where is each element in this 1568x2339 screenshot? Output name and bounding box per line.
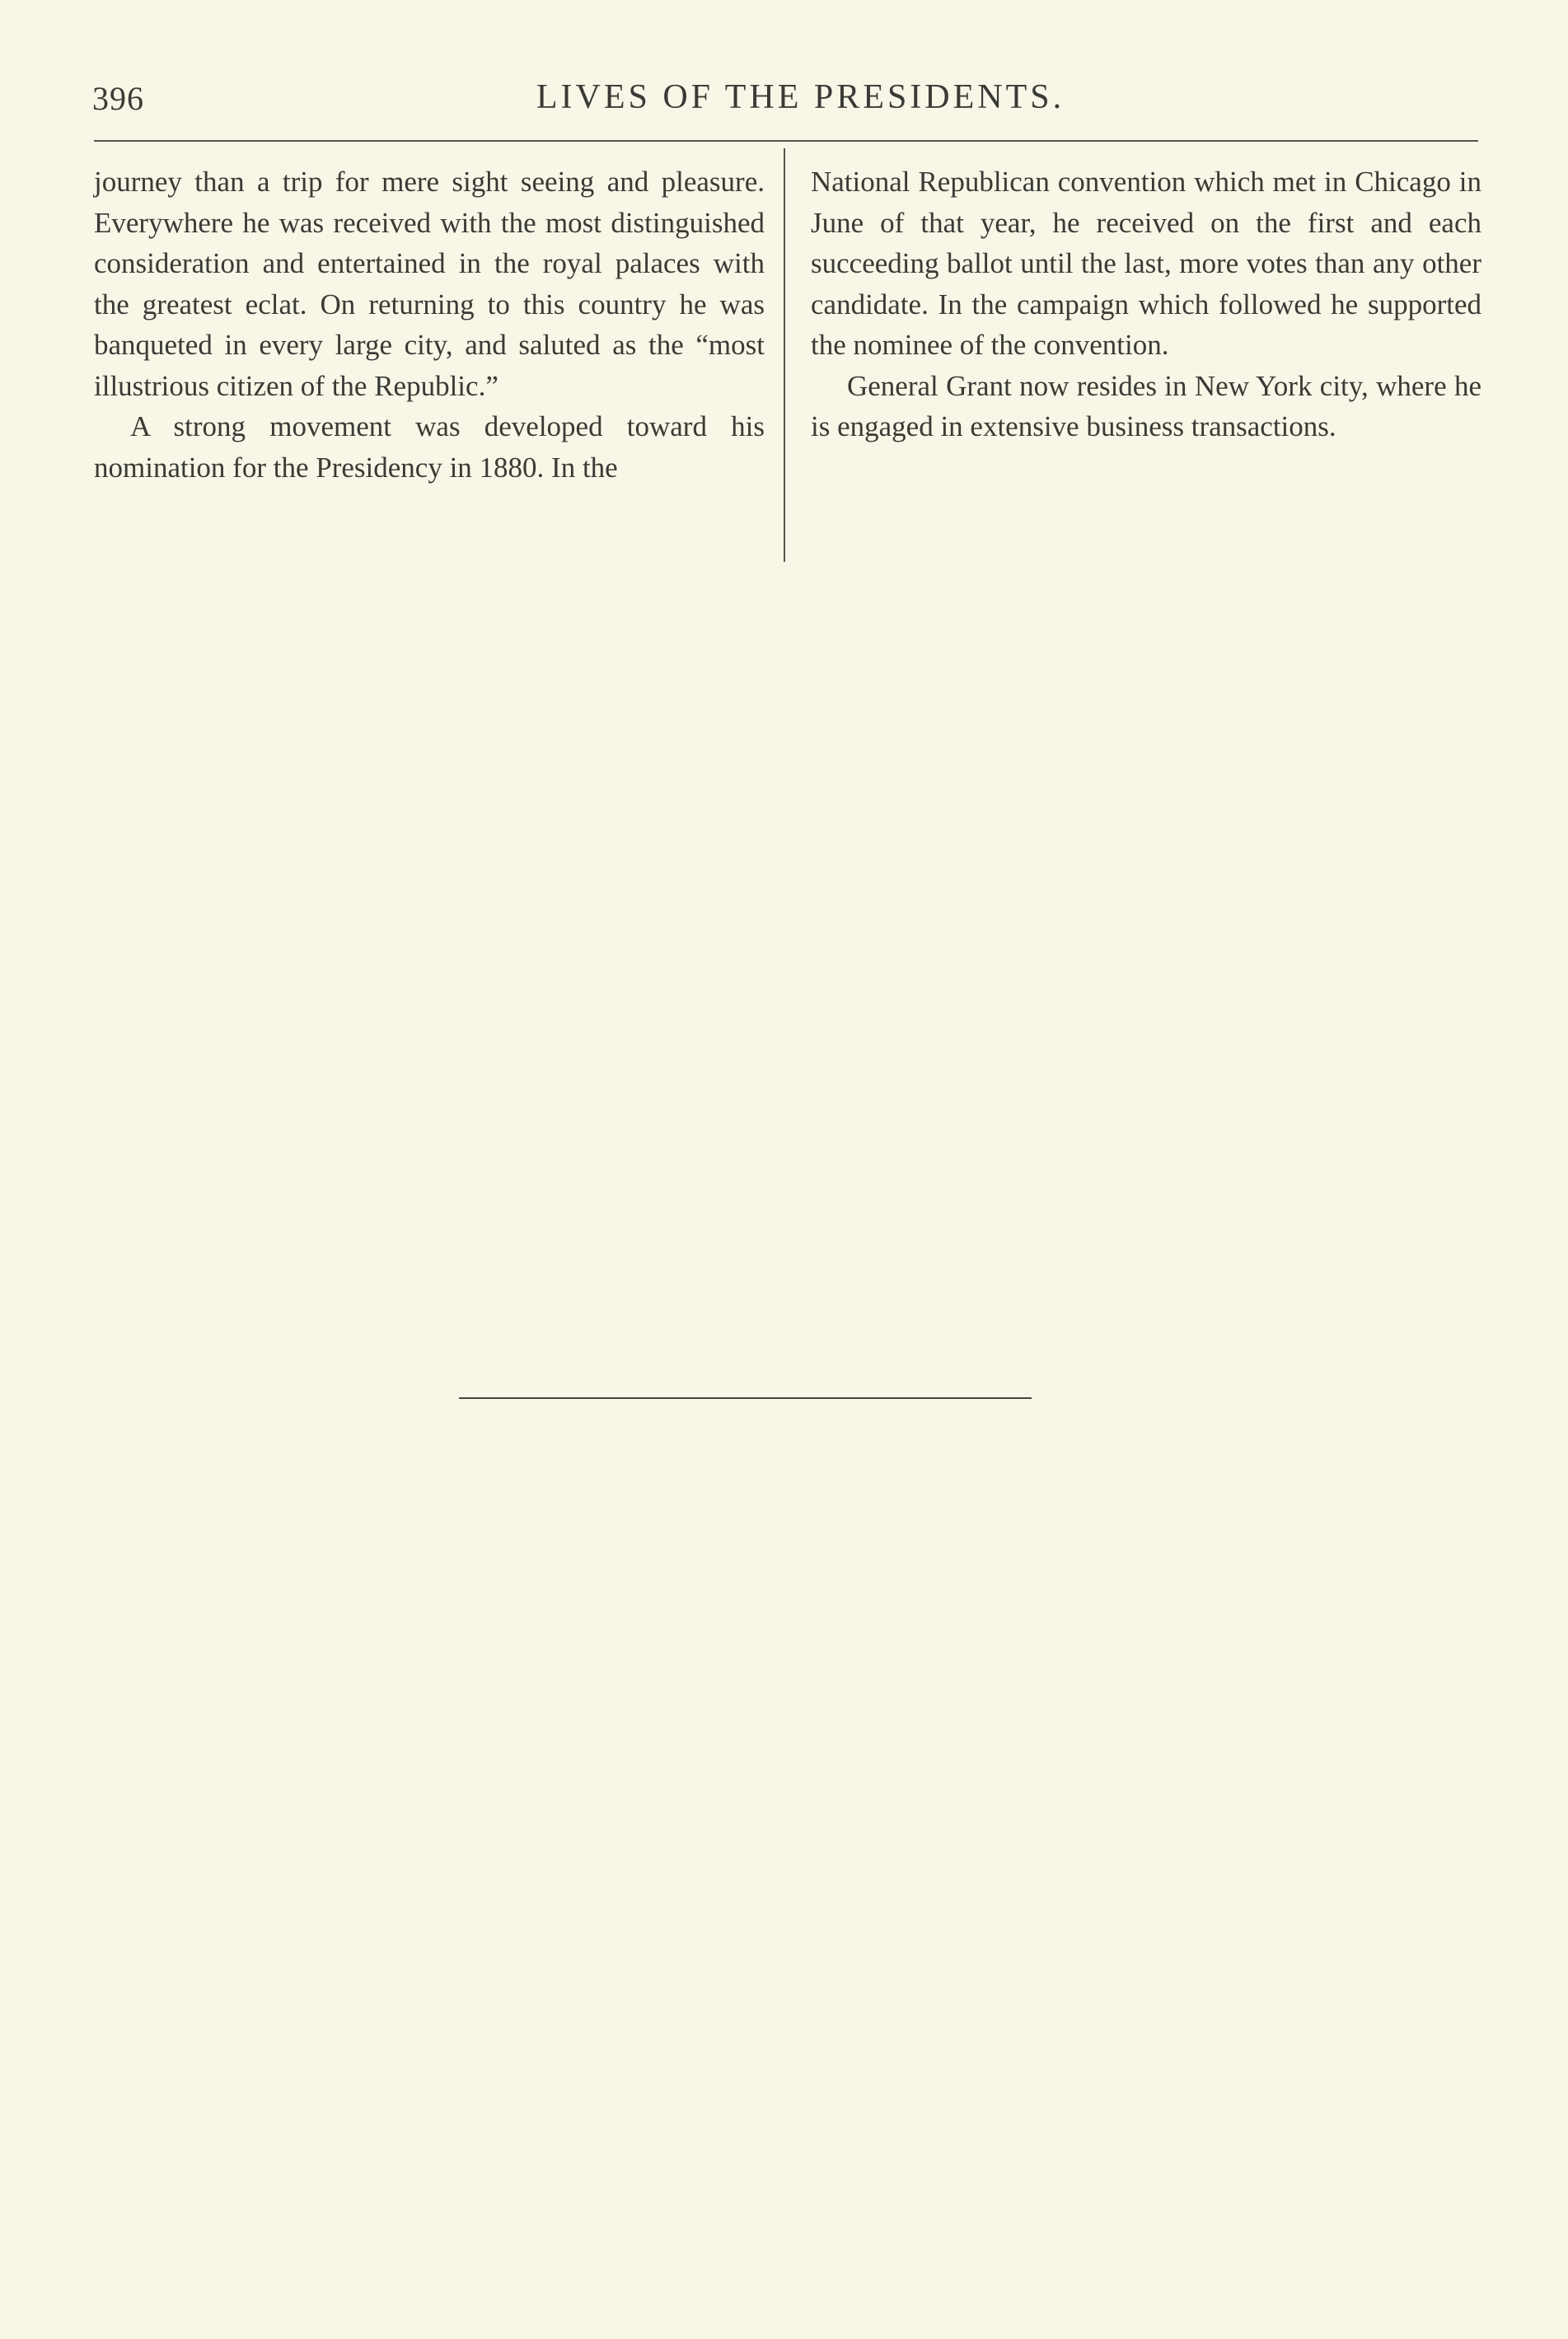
left-column (94, 161, 765, 488)
right-paragraph-1: National Republican convention which met in Chicago in June of that year, he received on the first and each succeeding ballot until the last, more votes than any other candidate. In the campaign which followed he supported the nominee of the convention. (811, 166, 1481, 361)
end-rule (459, 1397, 1032, 1399)
header-rule (94, 140, 1478, 142)
page-number: 396 (92, 80, 144, 117)
left-paragraph-1: journey than a trip for mere sight seeing and pleasure. Everywhere he was received with the most distinguished consideration and entertained in the royal palaces with the greatest eclat. On returning to this country he was banqueted in every large city, and saluted as the “most illustrious citizen of the Republic.” (94, 166, 765, 402)
left-paragraph-2: A strong movement was developed toward his nomination for the Presidency in 1880. In the (94, 410, 765, 484)
right-column (811, 161, 1481, 447)
column-divider (784, 148, 785, 562)
running-head: LIVES OF THE PRESIDENTS. (536, 78, 1065, 116)
right-paragraph-2: General Grant now resides in New York city, where he is engaged in extensive business transactions. (811, 369, 1481, 442)
